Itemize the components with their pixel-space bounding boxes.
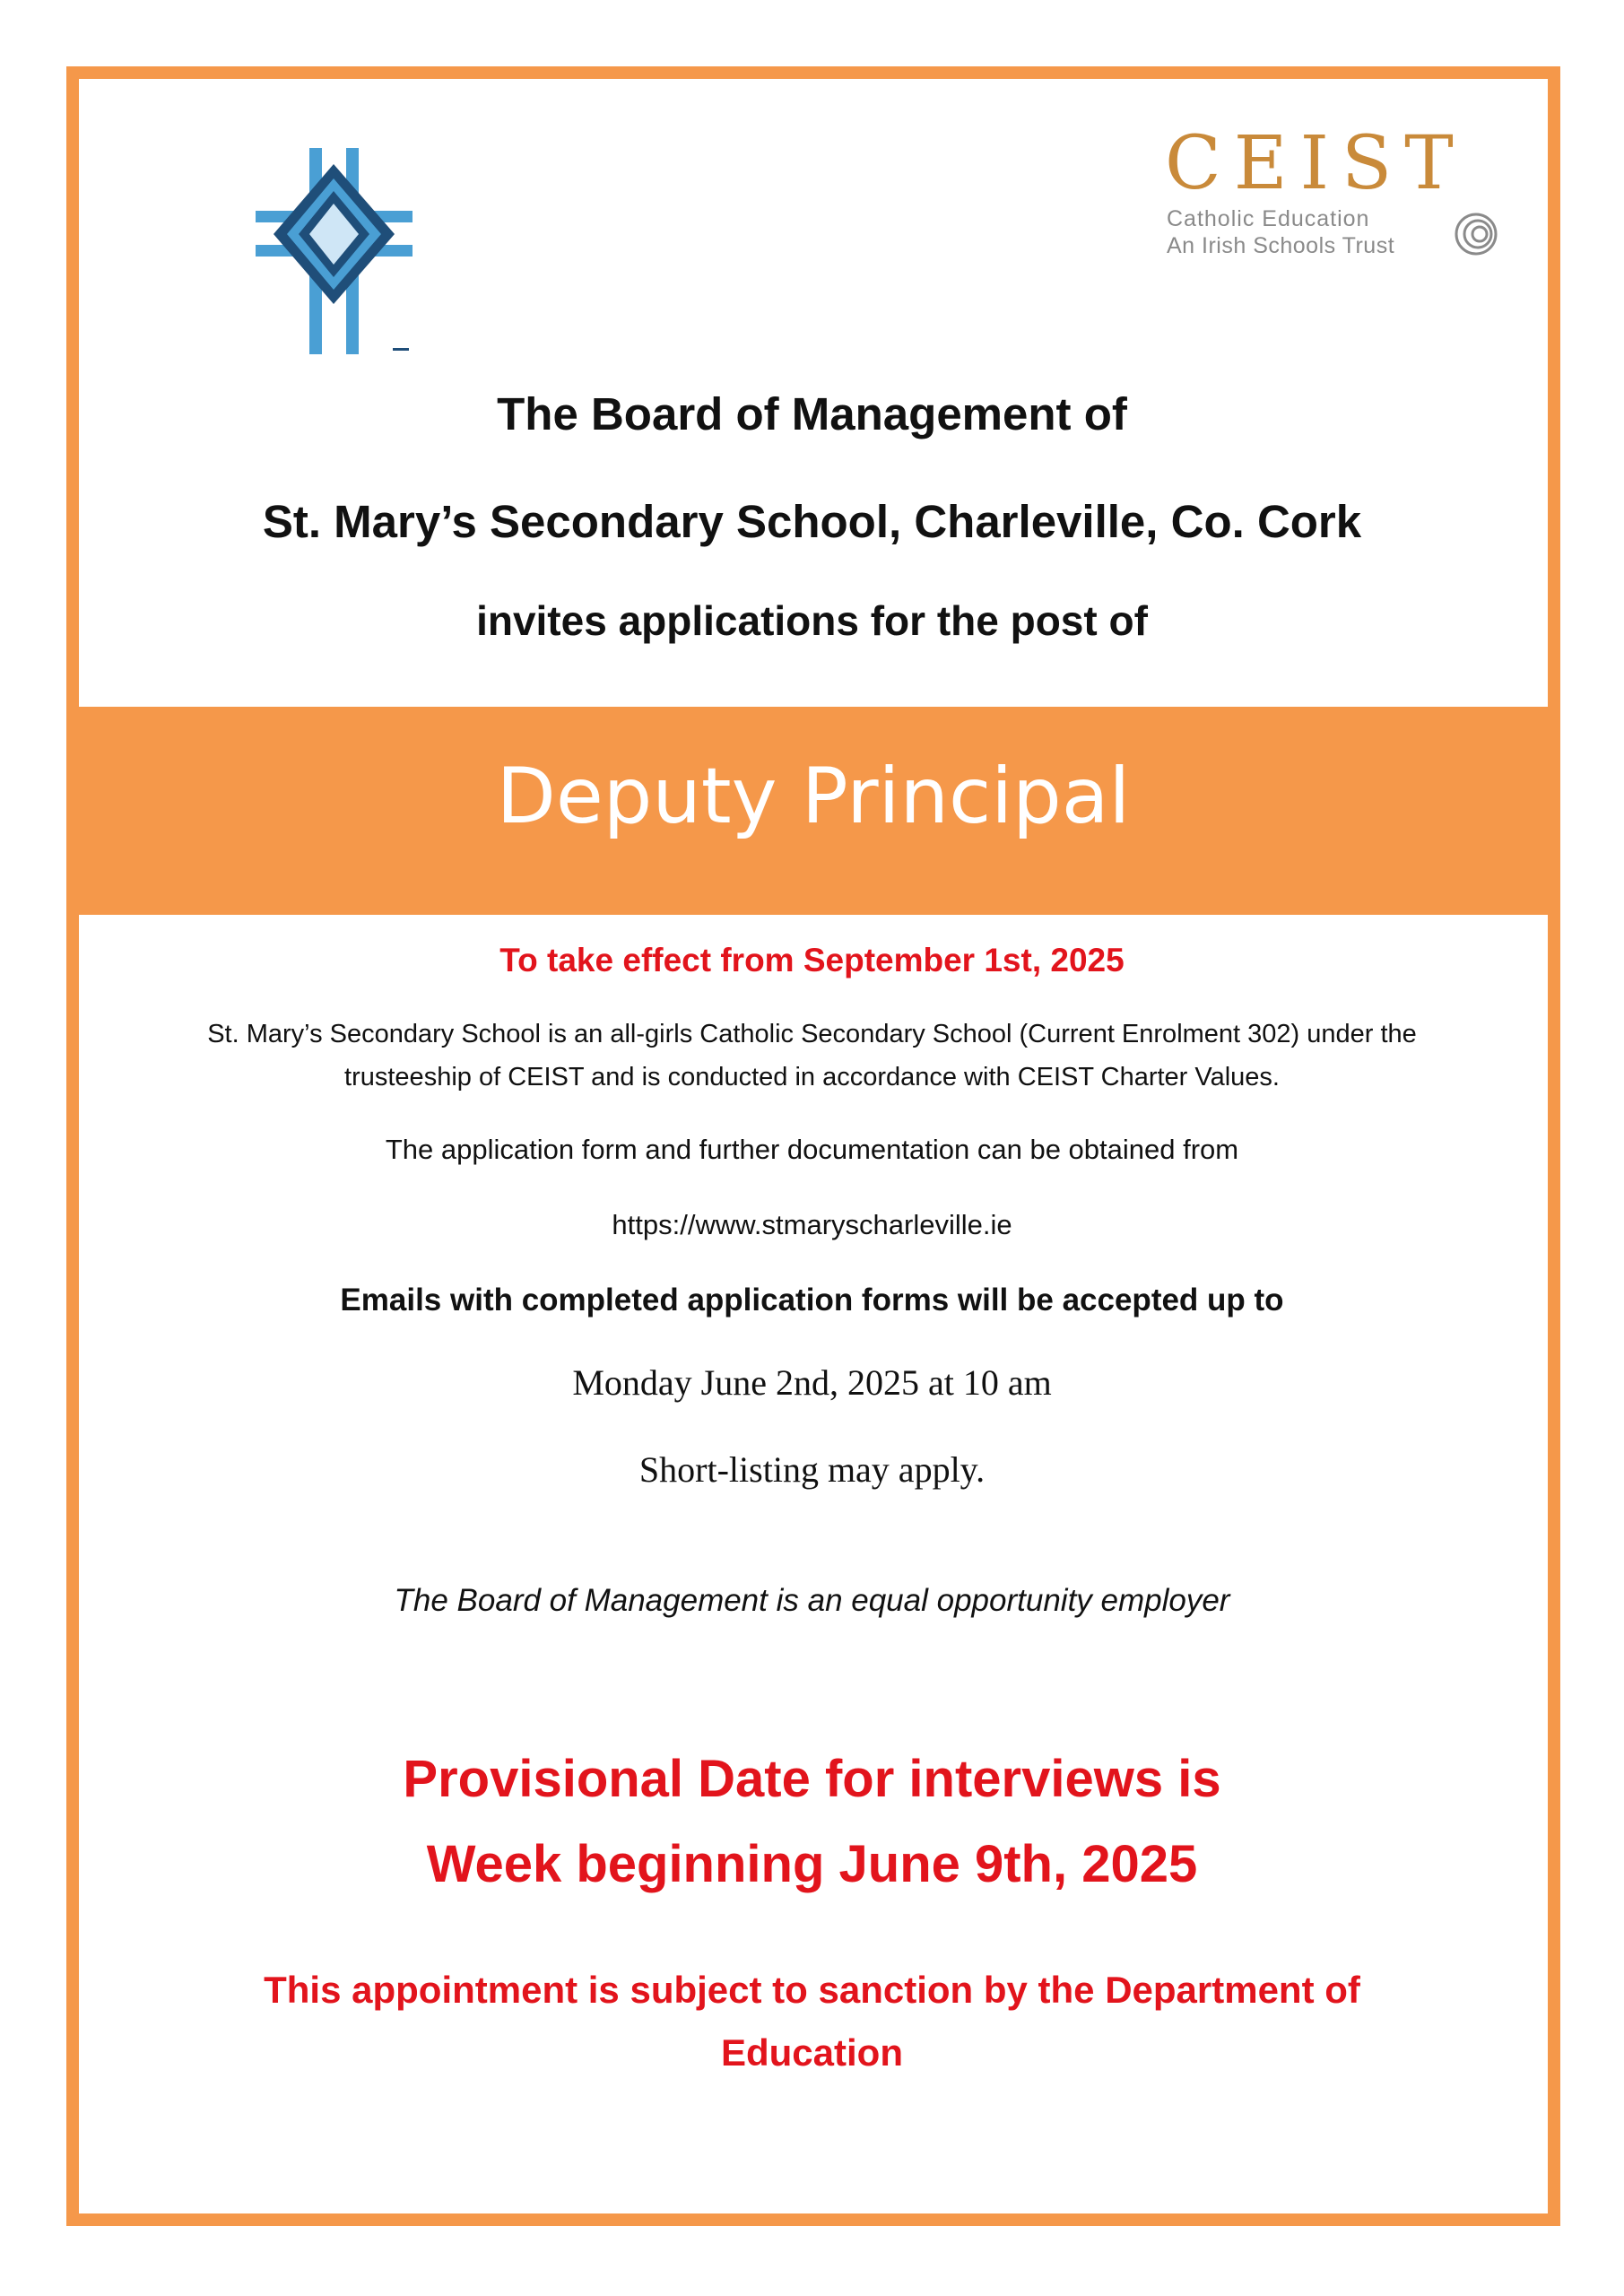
invites-line: invites applications for the post of: [476, 597, 1148, 644]
ceist-wordmark: CEIST: [1165, 121, 1466, 206]
shortlisting-note: Short-listing may apply.: [638, 1449, 986, 1490]
school-url-link[interactable]: https://www.stmaryscharleville.ie: [612, 1209, 1012, 1240]
spiral-icon: [1454, 212, 1498, 257]
sanction-note-line-1: This appointment is subject to sanction by the Department of: [264, 1969, 1360, 2011]
board-heading: The Board of Management of: [497, 388, 1127, 439]
ceist-tagline-1: Catholic Education: [1167, 206, 1370, 231]
school-description-line-2: trusteeship of CEIST and is conducted in accordance with CEIST Charter Values.: [344, 1063, 1280, 1091]
form-info: The application form and further documentation can be obtained from: [385, 1134, 1239, 1165]
celtic-cross-icon: [256, 148, 413, 354]
interview-date: Week beginning June 9th, 2025: [426, 1835, 1198, 1893]
school-name: St. Mary’s Secondary School, Charleville, Co. Cork: [262, 496, 1362, 547]
sanction-note-line-2: Education: [720, 2031, 903, 2074]
application-deadline: Monday June 2nd, 2025 at 10 am: [572, 1362, 1052, 1403]
interview-date-heading: Provisional Date for interviews is: [403, 1750, 1221, 1808]
post-title: Deputy Principal: [496, 752, 1131, 841]
effective-date: To take effect from September 1st, 2025: [499, 942, 1125, 978]
school-description-line-1: St. Mary’s Secondary School is an all-girls Catholic Secondary School (Current Enrolment 302) under the: [207, 1020, 1417, 1048]
equal-opportunity-note: The Board of Management is an equal opportunity employer: [394, 1583, 1230, 1618]
ceist-logo: [1161, 121, 1511, 271]
emails-note: Emails with completed application forms will be accepted up to: [340, 1283, 1284, 1318]
ceist-tagline-2: An Irish Schools Trust: [1167, 233, 1395, 258]
post-title-band: [79, 707, 1548, 915]
